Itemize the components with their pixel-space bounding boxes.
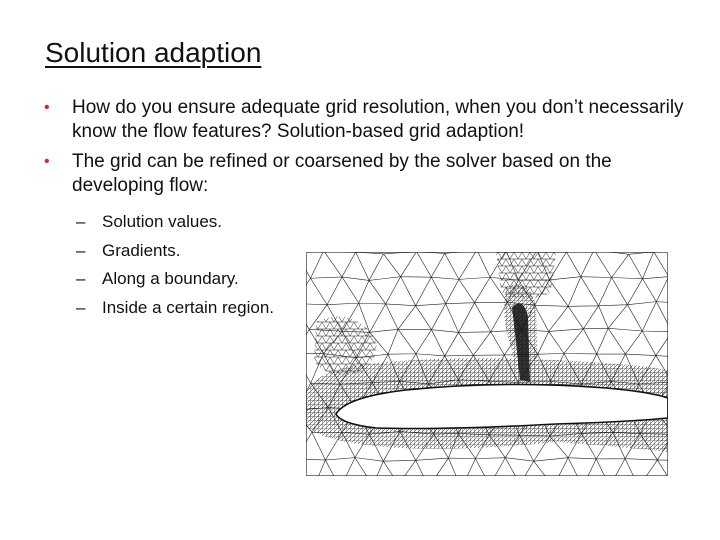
bullet-item (44, 96, 684, 144)
sub-marker: – (76, 212, 86, 231)
sub-item (76, 237, 274, 266)
bullet-item (44, 150, 684, 198)
bullet-text: The grid can be refined or coarsened by the solver based on the developing flow: (72, 151, 612, 196)
sub-item (76, 265, 274, 294)
sub-item (76, 208, 274, 237)
sub-marker: – (76, 297, 86, 317)
sub-bullet-list (76, 208, 274, 322)
sub-text: Gradients. (102, 240, 181, 260)
sub-item (76, 294, 274, 323)
sub-marker: – (76, 269, 86, 288)
bullet-text: How do you ensure adequate grid resolution, when you don’t necessarily know the flow features? Solution-based grid adaption! (72, 97, 684, 142)
bullet-list (44, 96, 684, 204)
adapted-mesh-image (306, 252, 668, 476)
sub-text: Solution values. (102, 212, 223, 231)
bullet-marker: • (44, 99, 50, 116)
airfoil-mesh-graphic (306, 252, 668, 476)
bullet-marker: • (44, 153, 50, 170)
sub-text: Along a boundary. (102, 269, 239, 288)
slide-title: Solution adaption (45, 37, 262, 68)
sub-text: Inside a certain region. (102, 297, 274, 317)
sub-marker: – (76, 240, 86, 260)
